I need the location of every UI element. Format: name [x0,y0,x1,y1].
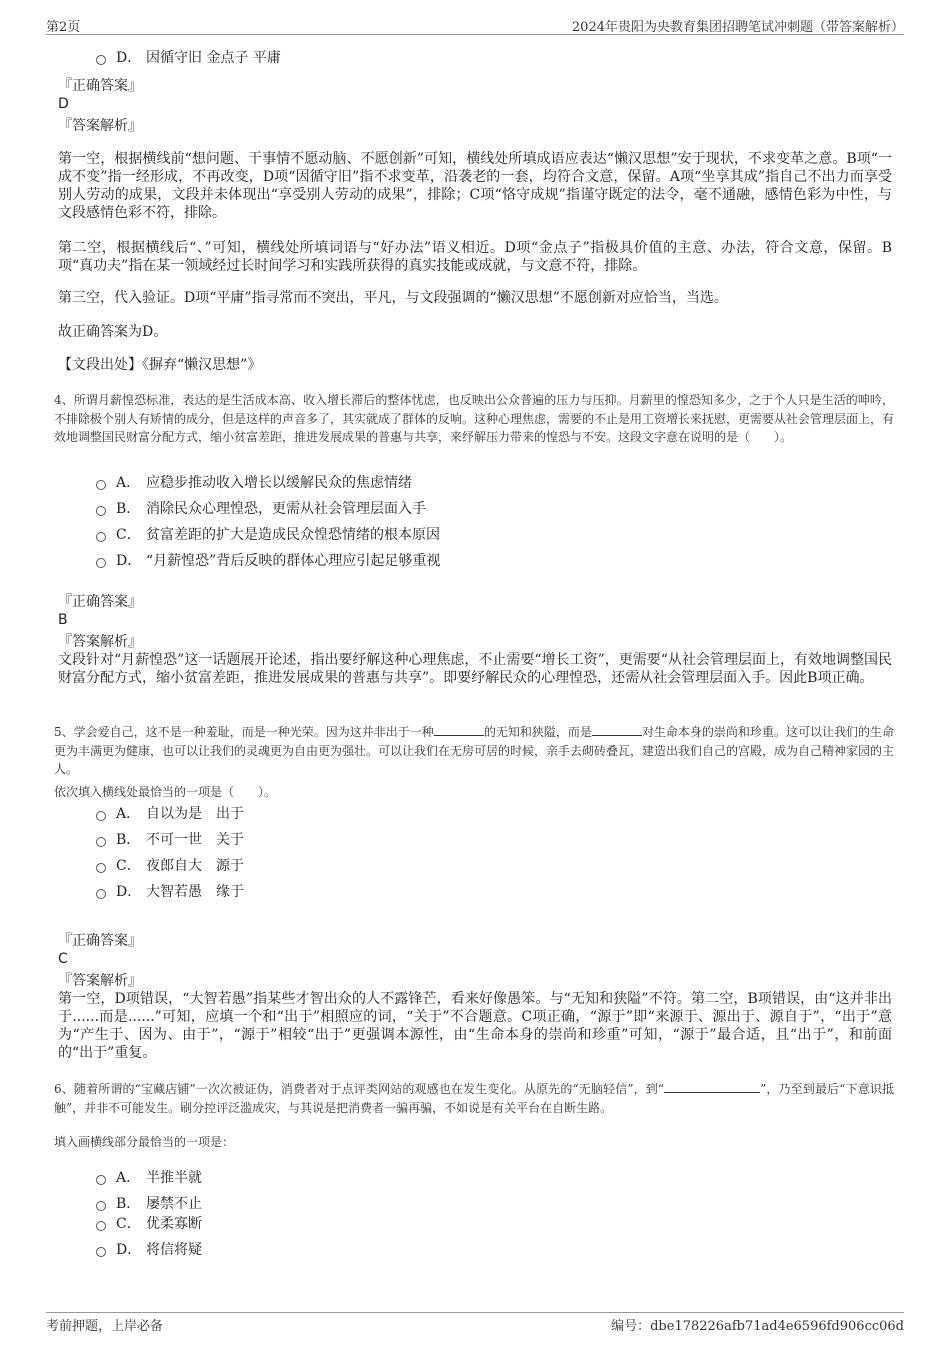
prev-analysis-p1: 第一空，根据横线前“想问题、干事情不愿动脑、不愿创新”可知，横线处所填成语应表达“懒汉思想”安于现状，不求变革之意。B项“一成不变”指一经形成，不再改变，D项“因循守旧”指不求变革，沿袭老的一套，均符合文意，保留。A项“坐享其成”指自己不出力而享受别人劳动的成果，文段并未体现出“享受别人劳动的成果”，排除；C项“恪守成规”指谨守既定的法令，毫不通融，感情色彩为中性，与文段感情色彩不符，排除。 [58,151,892,221]
q4-option-b[interactable]: B． 消除民众心理惶恐，更需从社会管理层面入手 [96,499,426,519]
prev-option-d[interactable]: D． 因循守旧 金点子 平庸 [96,48,281,68]
radio-icon[interactable] [96,55,106,65]
q6-option-d[interactable]: D． 将信将疑 [96,1240,202,1260]
radio-icon[interactable] [96,889,106,899]
prev-analysis-p3: 第三空，代入验证。D项“平庸”指寻常而不突出，平凡，与文段强调的“懒汉思想”不愿创新对应恰当，当选。 [58,290,728,306]
document-title: 2024年贵阳为央教育集团招聘笔试冲刺题（带答案解析） [571,20,904,35]
q5-option-c[interactable]: C． 夜郎自大 源于 [96,856,244,876]
blank-line [434,724,484,736]
q6-option-b[interactable]: B． 屡禁不止 [96,1194,202,1214]
page-header [46,14,904,35]
q5-instruction: 依次填入横线处最恰当的一项是（ ）。 [54,785,277,799]
q5-analysis: 第一空，D项错误，“大智若愚”指某些才智出众的人不露锋芒，看来好像愚笨。与“无知和狭隘”不符。第二空，B项错误，由“这并非出于......而是......”可知，应填一个和“出于”相照应的词，“关于”不合题意。C项正确，“源于”即“来源于、源出于、源自于”，“出于”意为“产生于、因为、由于”，“源于”相较“出于”更强调本源性，由“生命本身的崇尚和珍重”可知，“源于”最合适，且“出于”，和前面的“出于”重复。 [58,991,892,1061]
radio-icon[interactable] [96,811,106,821]
q5-answer-label: 『正确答案』 [58,933,142,949]
radio-icon[interactable] [96,1175,106,1185]
q5-answer: C [58,951,68,967]
document-id: 编号：dbe178226afb71ad4e6596fd906cc06d [611,1319,904,1334]
q4-option-d[interactable]: D． “月薪惶恐”背后反映的群体心理应引起足够重视 [96,551,440,571]
prev-source: 【文段出处】《摒弃“懒汉思想”》 [58,357,262,373]
radio-icon[interactable] [96,863,106,873]
q6-option-a[interactable]: A． 半推半就 [96,1168,202,1188]
radio-icon[interactable] [96,506,106,516]
radio-icon[interactable] [96,480,106,490]
radio-icon[interactable] [96,532,106,542]
radio-icon[interactable] [96,837,106,847]
q6-option-c[interactable]: C． 优柔寡断 [96,1214,202,1234]
q4-analysis-label: 『答案解析』 [58,634,142,650]
prev-analysis-p2: 第二空，根据横线后“、”可知，横线处所填词语与“好办法”语义相近。D项“金点子”指极具价值的主意、办法，符合文意，保留。B项“真功夫”指在某一领域经过长时间学习和实践所获得的真实技能或成就，与文意不符，排除。 [58,240,892,274]
q6-stem: 6、随着所谓的“宝藏店铺”一次次被证伪，消费者对于点评类网站的观感也在发生变化。从原先的“无脑轻信”，到“ ”，乃至到最后“下意识抵触”，并非不可能发生。刷分控评泛滥成灾，与其说是把消费者一骗再骗，不如说是有关平台在自断生路。 [54,1082,894,1115]
footer-slogan: 考前押题，上岸必备 [46,1319,164,1334]
q4-answer: B [58,612,68,628]
prev-answer-label: 『正确答案』 [58,78,142,94]
prev-answer: D [58,96,69,112]
q5-option-a[interactable]: A． 自以为是 出于 [96,804,244,824]
radio-icon[interactable] [96,558,106,568]
blank-line [664,1081,760,1093]
prev-analysis-label: 『答案解析』 [58,118,142,134]
q4-option-c[interactable]: C． 贫富差距的扩大是造成民众惶恐情绪的根本原因 [96,525,440,545]
prev-analysis-p4: 故正确答案为D。 [58,324,168,340]
q6-instruction: 填入画横线部分最恰当的一项是： [54,1135,235,1149]
radio-icon[interactable] [96,1221,106,1231]
q4-answer-label: 『正确答案』 [58,594,142,610]
q5-stem: 5、学会爱自己，这不是一种羞耻，而是一种光荣。因为这并非出于一种 的无知和狭隘，而是 对生命本身的崇尚和珍重。这可以让我们的生命更为丰满更为健康，也可以让我们的灵魂更为自由更为强壮。可以让我们在无房可居的时候，亲手去砌砖叠瓦，建造出我们自己的宫殿，成为自己精神家园的主人。 [54,725,895,776]
blank-line [592,724,642,736]
q5-option-d[interactable]: D． 大智若愚 缘于 [96,882,244,902]
q4-analysis: 文段针对“月薪惶恐”这一话题展开论述，指出要纾解这种心理焦虑，不止需要“增长工资”，更需要“从社会管理层面上，有效地调整国民财富分配方式，缩小贫富差距，推进发展成果的普惠与共享”。即要纾解民众的心理惶恐，还需从社会管理层面入手。因此B项正确。 [58,652,892,686]
q5-analysis-label: 『答案解析』 [58,973,142,989]
q4-option-a[interactable]: A． 应稳步推动收入增长以缓解民众的焦虑情绪 [96,473,412,493]
radio-icon[interactable] [96,1201,106,1211]
q5-option-b[interactable]: B． 不可一世 关于 [96,830,244,850]
q4-stem: 4、所谓月薪惶恐标准，表达的是生活成本高、收入增长滞后的整体忧虑，也反映出公众普遍的压力与压抑。月薪里的惶恐知多少，之于个人只是生活的呻吟，不排除极个别人有矫情的成分，但是这样的声音多了，其实就成了群体的反响。这种心理焦虑，需要的不止是用工资增长来抚慰，更需要从社会管理层面上，有效地调整国民财富分配方式，缩小贫富差距，推进发展成果的普惠与共享，来纾解压力带来的惶恐与不安。这段文字意在说明的是（ ）。 [54,393,895,444]
page-number: 第2页 [46,20,81,35]
radio-icon[interactable] [96,1247,106,1257]
page-footer [46,1312,904,1333]
